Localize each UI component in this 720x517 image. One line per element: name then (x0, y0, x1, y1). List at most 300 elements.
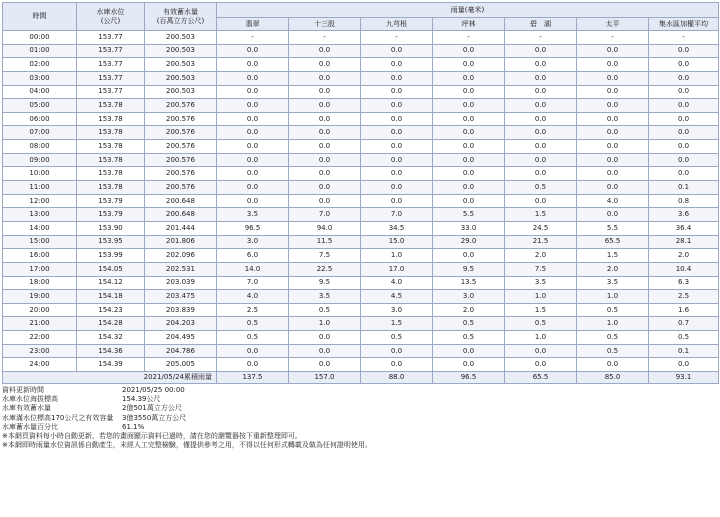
rain-cell: 1.5 (361, 317, 433, 331)
rain-cell: 0.0 (505, 71, 577, 85)
storage-cell: 200.503 (145, 31, 217, 45)
rain-cell: 4.0 (217, 290, 289, 304)
total-cell: 96.5 (433, 372, 505, 384)
rain-cell: 0.0 (289, 99, 361, 113)
time-cell: 22:00 (3, 331, 77, 345)
table-row (3, 194, 719, 208)
rain-cell: 0.5 (361, 331, 433, 345)
time-cell: 08:00 (3, 140, 77, 154)
rain-cell: 0.5 (433, 331, 505, 345)
rain-cell: 0.0 (217, 153, 289, 167)
rain-cell: 1.0 (577, 317, 649, 331)
rain-cell: 0.0 (289, 140, 361, 154)
rain-cell: 0.0 (217, 126, 289, 140)
rain-cell: 0.0 (433, 358, 505, 372)
rain-cell: 2.0 (577, 262, 649, 276)
rain-cell: 0.0 (289, 194, 361, 208)
rain-cell: 0.0 (217, 58, 289, 72)
storage-cell: 200.576 (145, 167, 217, 181)
info-key: 水庫蓄水量百分比 (2, 422, 58, 431)
rain-cell: 0.5 (577, 331, 649, 345)
info-key: 資料更新時間 (2, 386, 44, 395)
rain-cell: 5.5 (433, 208, 505, 222)
rain-cell: 3.6 (649, 208, 719, 222)
info-row (2, 414, 718, 423)
time-cell: 11:00 (3, 181, 77, 195)
storage-cell: 200.648 (145, 194, 217, 208)
rain-cell: 3.0 (361, 303, 433, 317)
rain-cell: 33.0 (433, 221, 505, 235)
rain-cell: 0.0 (577, 112, 649, 126)
rain-cell: 0.0 (361, 85, 433, 99)
rain-cell: 0.0 (433, 85, 505, 99)
rain-cell: 96.5 (217, 221, 289, 235)
rain-cell: 0.0 (505, 44, 577, 58)
rain-cell: 0.5 (577, 344, 649, 358)
rain-cell: 14.0 (217, 262, 289, 276)
rain-cell: 0.0 (217, 44, 289, 58)
rain-cell: 0.0 (217, 71, 289, 85)
rain-cell: 0.0 (577, 140, 649, 154)
rain-cell: 1.0 (505, 331, 577, 345)
rain-cell: 4.0 (577, 194, 649, 208)
rain-cell: 0.0 (361, 71, 433, 85)
rain-cell: 2.0 (433, 303, 505, 317)
rain-cell: 0.0 (649, 153, 719, 167)
rain-cell: 0.0 (433, 167, 505, 181)
rain-cell: 0.0 (505, 112, 577, 126)
rain-cell: 0.0 (649, 58, 719, 72)
storage-cell: 200.576 (145, 112, 217, 126)
rain-cell: 9.5 (433, 262, 505, 276)
rain-cell: 94.0 (289, 221, 361, 235)
storage-cell: 204.203 (145, 317, 217, 331)
rain-cell: 36.4 (649, 221, 719, 235)
time-cell: 04:00 (3, 85, 77, 99)
rain-cell: 0.0 (433, 126, 505, 140)
rain-cell: 0.0 (577, 153, 649, 167)
storage-cell: 204.495 (145, 331, 217, 345)
storage-cell: 200.576 (145, 181, 217, 195)
rain-cell: 0.0 (649, 140, 719, 154)
rain-cell: 0.5 (505, 181, 577, 195)
storage-cell: 203.475 (145, 290, 217, 304)
table-row (3, 112, 719, 126)
storage-cell: 202.531 (145, 262, 217, 276)
rain-cell: 3.0 (433, 290, 505, 304)
table-row (3, 249, 719, 263)
rain-cell: 0.0 (289, 71, 361, 85)
rain-cell: 6.0 (217, 249, 289, 263)
rain-cell: 0.0 (289, 358, 361, 372)
time-cell: 19:00 (3, 290, 77, 304)
rain-cell: 0.0 (433, 194, 505, 208)
table-body (3, 31, 719, 384)
rain-cell: 0.0 (577, 71, 649, 85)
rain-cell: 0.0 (505, 126, 577, 140)
info-key: 水庫有效蓄水量 (2, 404, 51, 413)
rain-cell: 0.0 (649, 112, 719, 126)
level-cell: 153.99 (77, 249, 145, 263)
rain-cell: 34.5 (361, 221, 433, 235)
time-cell: 03:00 (3, 71, 77, 85)
time-cell: 23:00 (3, 344, 77, 358)
time-cell: 02:00 (3, 58, 77, 72)
time-cell: 20:00 (3, 303, 77, 317)
rain-cell: 0.0 (649, 44, 719, 58)
rain-cell: - (577, 31, 649, 45)
info-key: 水庫水位海拔標高 (2, 395, 58, 404)
table-row (3, 71, 719, 85)
rain-cell: 3.5 (289, 290, 361, 304)
rain-cell: 0.0 (433, 44, 505, 58)
storage-cell: 200.576 (145, 140, 217, 154)
rain-cell: 0.0 (577, 208, 649, 222)
time-cell: 05:00 (3, 99, 77, 113)
table-row (3, 221, 719, 235)
level-cell: 154.23 (77, 303, 145, 317)
info-value: 2021/05/25 00:00 (122, 386, 185, 395)
storage-cell: 200.503 (145, 58, 217, 72)
rain-cell: 2.5 (649, 290, 719, 304)
rain-cell: 0.0 (361, 153, 433, 167)
rain-cell: 13.5 (433, 276, 505, 290)
total-cell: 85.0 (577, 372, 649, 384)
rain-cell: 3.0 (217, 235, 289, 249)
col-station: 太平 (577, 18, 649, 31)
rain-cell: 0.5 (217, 331, 289, 345)
level-cell: 154.32 (77, 331, 145, 345)
table-row (3, 44, 719, 58)
rain-cell: 0.0 (433, 140, 505, 154)
rain-cell: 9.5 (289, 276, 361, 290)
rain-cell: 21.5 (505, 235, 577, 249)
col-station: 集水區加權平均 (649, 18, 719, 31)
storage-cell: 204.786 (145, 344, 217, 358)
rain-cell: 0.0 (649, 358, 719, 372)
storage-cell: 200.576 (145, 153, 217, 167)
rain-cell: 0.0 (505, 194, 577, 208)
rain-cell: 0.0 (577, 85, 649, 99)
rain-cell: 65.5 (577, 235, 649, 249)
table-row (3, 262, 719, 276)
rain-cell: 2.5 (217, 303, 289, 317)
rain-cell: 0.0 (289, 167, 361, 181)
table-row (3, 344, 719, 358)
rain-cell: 0.0 (577, 126, 649, 140)
rain-cell: 0.0 (505, 99, 577, 113)
rain-cell: 29.0 (433, 235, 505, 249)
time-cell: 17:00 (3, 262, 77, 276)
rain-cell: 0.0 (361, 112, 433, 126)
storage-cell: 203.839 (145, 303, 217, 317)
total-cell: 88.0 (361, 372, 433, 384)
level-cell: 153.78 (77, 126, 145, 140)
level-cell: 153.78 (77, 99, 145, 113)
time-cell: 24:00 (3, 358, 77, 372)
rain-cell: 0.0 (577, 181, 649, 195)
rain-cell: - (505, 31, 577, 45)
rain-cell: - (361, 31, 433, 45)
rain-cell: 0.5 (217, 317, 289, 331)
level-cell: 153.77 (77, 71, 145, 85)
rain-cell: 0.0 (361, 344, 433, 358)
rain-cell: 0.0 (505, 344, 577, 358)
table-row (3, 153, 719, 167)
level-cell: 153.78 (77, 140, 145, 154)
table-row (3, 331, 719, 345)
rain-cell: 1.5 (505, 303, 577, 317)
rain-cell: 0.1 (649, 344, 719, 358)
rain-cell: 0.0 (361, 58, 433, 72)
storage-cell: 205.005 (145, 358, 217, 372)
info-row (2, 395, 718, 404)
storage-cell: 200.648 (145, 208, 217, 222)
rain-cell: 0.0 (505, 167, 577, 181)
rain-cell: 0.0 (289, 153, 361, 167)
table-row (3, 140, 719, 154)
level-cell: 153.77 (77, 31, 145, 45)
level-cell: 153.77 (77, 58, 145, 72)
rain-cell: 0.0 (361, 358, 433, 372)
reservoir-report (2, 2, 718, 450)
rain-cell: 0.0 (289, 181, 361, 195)
table-row (3, 208, 719, 222)
rain-cell: 0.0 (577, 99, 649, 113)
col-station: 十三股 (289, 18, 361, 31)
info-row (2, 404, 718, 413)
rain-cell: 1.6 (649, 303, 719, 317)
rain-cell: 0.5 (649, 331, 719, 345)
rain-cell: 17.0 (361, 262, 433, 276)
rain-cell: 0.0 (217, 85, 289, 99)
table-row (3, 276, 719, 290)
rain-cell: 0.0 (217, 167, 289, 181)
storage-cell: 200.503 (145, 85, 217, 99)
rain-cell: 0.0 (361, 126, 433, 140)
rain-cell: 1.5 (577, 249, 649, 263)
table-row (3, 181, 719, 195)
table-row (3, 358, 719, 372)
rain-cell: 0.0 (433, 344, 505, 358)
level-cell: 153.90 (77, 221, 145, 235)
rain-cell: 0.0 (433, 99, 505, 113)
rain-cell: 0.0 (217, 112, 289, 126)
rain-cell: 0.7 (649, 317, 719, 331)
level-cell: 154.05 (77, 262, 145, 276)
rain-cell: 22.5 (289, 262, 361, 276)
rain-cell: 0.0 (649, 99, 719, 113)
storage-cell: 202.096 (145, 249, 217, 263)
rain-cell: - (433, 31, 505, 45)
col-storage: 有效蓄水量 (百萬立方公尺) (145, 3, 217, 31)
rain-cell: 0.0 (649, 167, 719, 181)
rain-cell: 0.0 (289, 126, 361, 140)
rain-cell: 0.0 (289, 344, 361, 358)
total-row (3, 372, 719, 384)
rain-cell: 6.3 (649, 276, 719, 290)
level-cell: 153.78 (77, 112, 145, 126)
rain-cell: 0.0 (433, 58, 505, 72)
rain-cell: 0.5 (289, 303, 361, 317)
col-station: 翡翠 (217, 18, 289, 31)
level-cell: 153.79 (77, 208, 145, 222)
time-cell: 09:00 (3, 153, 77, 167)
rain-cell: 7.5 (505, 262, 577, 276)
table-row (3, 85, 719, 99)
table-row (3, 99, 719, 113)
rain-cell: 0.1 (649, 181, 719, 195)
rain-cell: 11.5 (289, 235, 361, 249)
rain-cell: - (289, 31, 361, 45)
rain-cell: 0.0 (217, 358, 289, 372)
time-cell: 18:00 (3, 276, 77, 290)
rain-cell: 0.0 (289, 85, 361, 99)
rain-cell: 0.0 (361, 181, 433, 195)
total-cell: 157.0 (289, 372, 361, 384)
table-row (3, 235, 719, 249)
rain-cell: 0.5 (433, 317, 505, 331)
level-cell: 153.78 (77, 181, 145, 195)
col-station: 碧 湖 (505, 18, 577, 31)
storage-cell: 201.806 (145, 235, 217, 249)
rain-cell: 0.0 (217, 99, 289, 113)
table-row (3, 167, 719, 181)
rain-cell: 0.0 (289, 331, 361, 345)
rain-cell: 0.0 (505, 140, 577, 154)
rain-cell: 7.0 (217, 276, 289, 290)
level-cell: 153.95 (77, 235, 145, 249)
disclaimer-notes (2, 432, 718, 450)
time-cell: 16:00 (3, 249, 77, 263)
level-cell: 153.78 (77, 153, 145, 167)
info-value: 3億3550萬立方公尺 (122, 413, 187, 422)
rain-cell: 0.0 (505, 85, 577, 99)
table-row (3, 31, 719, 45)
rain-cell: 3.5 (505, 276, 577, 290)
note-line: ※本網即時雨量水位資訊係自動產生，未經人工完整檢驗，僅提供參考之用，不得以任何形式轉載及做為任何證明使用。 (2, 441, 372, 450)
rain-cell: 1.0 (289, 317, 361, 331)
rain-cell: 7.0 (289, 208, 361, 222)
rain-cell: 1.0 (505, 290, 577, 304)
info-row (2, 386, 718, 395)
time-cell: 13:00 (3, 208, 77, 222)
rain-cell: - (649, 31, 719, 45)
level-cell: 154.39 (77, 358, 145, 372)
rain-cell: 0.0 (217, 344, 289, 358)
col-rain-group: 雨量(毫米) (217, 3, 719, 18)
hourly-data-table (2, 2, 719, 384)
level-cell: 153.77 (77, 85, 145, 99)
table-row (3, 303, 719, 317)
col-station: 九芎根 (361, 18, 433, 31)
rain-cell: 0.0 (577, 58, 649, 72)
rain-cell: 5.5 (577, 221, 649, 235)
rain-cell: 0.0 (577, 167, 649, 181)
rain-cell: 4.5 (361, 290, 433, 304)
col-level: 水庫水位 (公尺) (77, 3, 145, 31)
rain-cell: 0.5 (577, 303, 649, 317)
rain-cell: 3.5 (217, 208, 289, 222)
rain-cell: 0.8 (649, 194, 719, 208)
rain-cell: 0.0 (361, 140, 433, 154)
level-cell: 154.28 (77, 317, 145, 331)
rain-cell: 0.0 (361, 167, 433, 181)
col-station: 坪林 (433, 18, 505, 31)
storage-cell: 200.576 (145, 126, 217, 140)
time-cell: 07:00 (3, 126, 77, 140)
time-cell: 01:00 (3, 44, 77, 58)
rain-cell: 0.0 (361, 44, 433, 58)
rain-cell: 0.0 (649, 126, 719, 140)
rain-cell: 0.0 (433, 71, 505, 85)
storage-cell: 201.444 (145, 221, 217, 235)
rain-cell: 7.5 (289, 249, 361, 263)
time-cell: 10:00 (3, 167, 77, 181)
info-key: 水庫滿水位標高170公尺之有效容量 (2, 413, 114, 422)
table-row (3, 290, 719, 304)
rain-cell: 0.0 (577, 358, 649, 372)
rain-cell: 1.0 (361, 249, 433, 263)
rain-cell: 0.0 (433, 112, 505, 126)
rain-cell: 0.0 (433, 181, 505, 195)
rain-cell: - (217, 31, 289, 45)
col-time: 時間 (3, 3, 77, 31)
rain-cell: 0.0 (649, 85, 719, 99)
rain-cell: 0.0 (217, 140, 289, 154)
rain-cell: 1.5 (505, 208, 577, 222)
rain-cell: 10.4 (649, 262, 719, 276)
rain-cell: 0.0 (433, 153, 505, 167)
rain-cell: 0.0 (361, 194, 433, 208)
time-cell: 15:00 (3, 235, 77, 249)
table-header (3, 3, 719, 31)
time-cell: 14:00 (3, 221, 77, 235)
time-cell: 06:00 (3, 112, 77, 126)
rain-cell: 0.0 (289, 44, 361, 58)
summary-info (2, 386, 718, 432)
table-row (3, 317, 719, 331)
storage-cell: 200.576 (145, 99, 217, 113)
total-cell: 93.1 (649, 372, 719, 384)
rain-cell: 0.0 (649, 71, 719, 85)
storage-cell: 200.503 (145, 71, 217, 85)
table-row (3, 126, 719, 140)
rain-cell: 0.0 (505, 58, 577, 72)
note-line: ※本網頁資料每小時自動更新，若您的畫面顯示資料已過時，請在您的瀏覽器按下重新整理即可。 (2, 432, 302, 441)
rain-cell: 0.0 (433, 249, 505, 263)
level-cell: 153.78 (77, 167, 145, 181)
total-cell: 65.5 (505, 372, 577, 384)
level-cell: 153.79 (77, 194, 145, 208)
rain-cell: 28.1 (649, 235, 719, 249)
time-cell: 00:00 (3, 31, 77, 45)
level-cell: 154.36 (77, 344, 145, 358)
info-value: 2億501萬立方公尺 (122, 404, 182, 413)
table-row (3, 58, 719, 72)
rain-cell: 0.0 (577, 44, 649, 58)
rain-cell: 1.0 (577, 290, 649, 304)
total-cell: 137.5 (217, 372, 289, 384)
rain-cell: 0.0 (217, 181, 289, 195)
rain-cell: 0.0 (289, 58, 361, 72)
rain-cell: 3.5 (577, 276, 649, 290)
storage-cell: 200.503 (145, 44, 217, 58)
rain-cell: 0.0 (217, 194, 289, 208)
level-cell: 153.77 (77, 44, 145, 58)
rain-cell: 0.5 (505, 317, 577, 331)
total-label: 2021/05/24累積雨量 (3, 372, 217, 384)
